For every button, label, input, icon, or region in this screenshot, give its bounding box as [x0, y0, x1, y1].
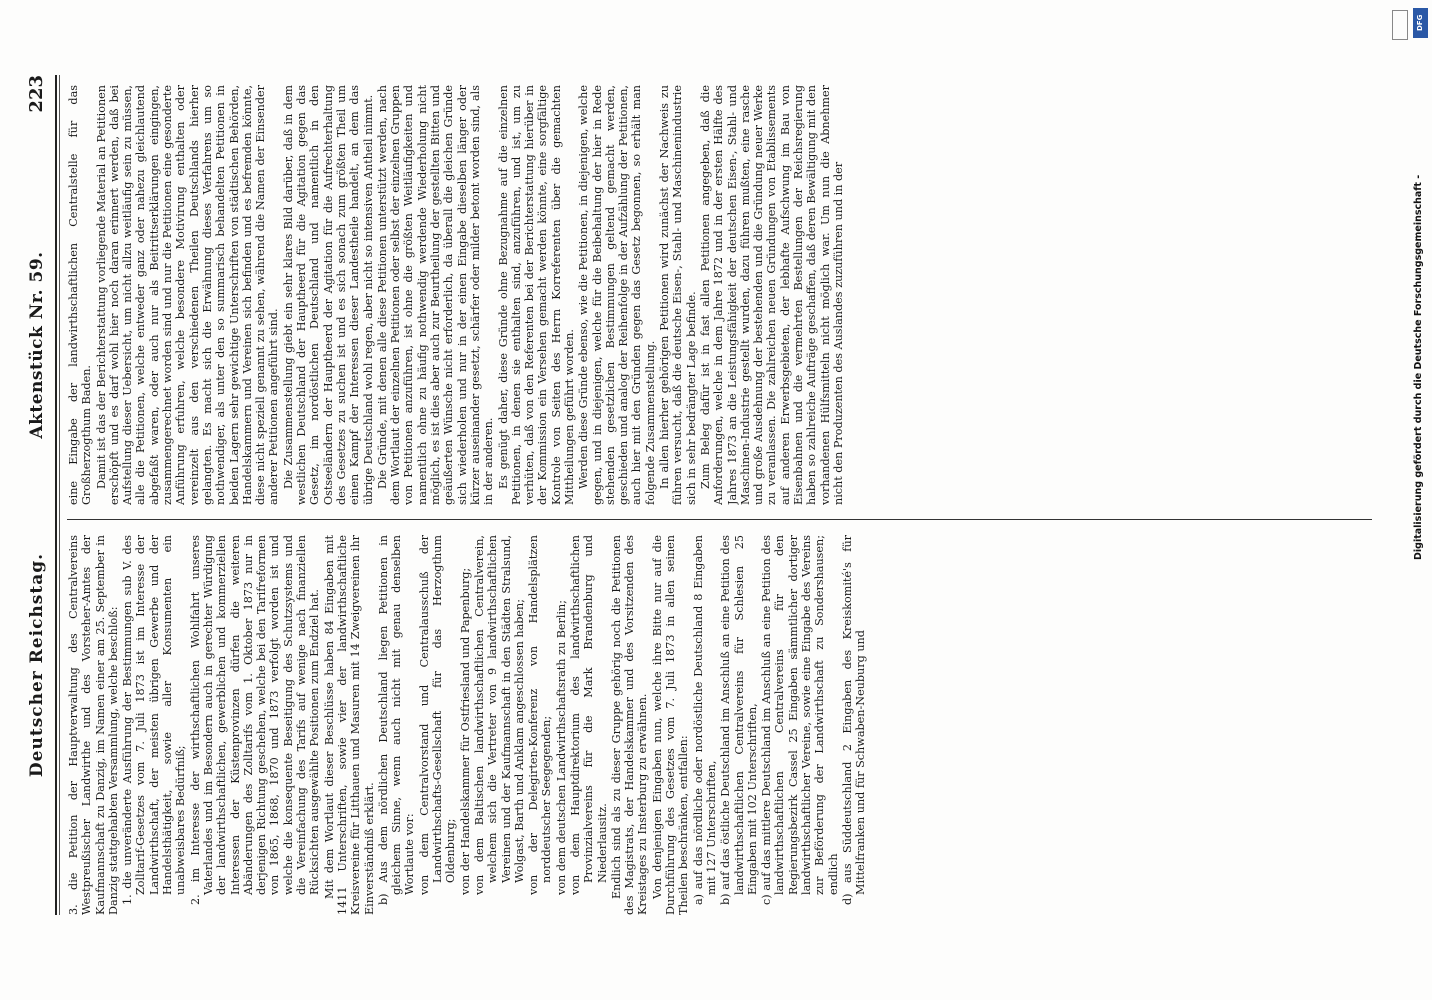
paragraph: von der Delegirten-Konferenz von Handelsplätzen norddeutscher Seegegenden; [527, 535, 554, 895]
paragraph: von dem deutschen Landwirthschaftsrath zu Berlin; [554, 599, 568, 895]
paragraph: eine Eingabe der landwirthschaftlichen Centralstelle für das Großherzogthum Baden. [67, 85, 94, 505]
paragraph: Mit dem Wortlaut dieser Beschlüsse haben 84 Eingaben mit 1411 Unterschriften, sowie vier der landwirthschaftliche Kreisvereine für Litthauen und Masuren mit 14 Zweigvereinen ihr Einverständniß erklärt. [322, 535, 376, 915]
paragraph: von der Handelskammer für Ostfriesland und Papenburg; [458, 567, 472, 895]
paragraph: In allen hierher gehörigen Petitionen wird zunächst der Nachweis zu führen versucht, daß die deutsche Eisen-, Stahl- und Maschinenindustrie sich in sehr bedrängter Lage befinde. [658, 85, 698, 505]
scan-border-mark [1392, 10, 1408, 40]
paragraph: Damit ist das der Berichterstattung vorliegende Material an Petitionen erschöpft und es darf wohl hier noch daran erinnert werden, daß bei Aufstellung dieser Uebersicht, um nicht allzu weitläufig sein zu müssen, alle die Petitionen, welche entweder ganz oder nahezu gleichlautend abgefaßt waren, oder auch nur als Beitrittserklärungen eingingen, zusammengerechnet worden sind und nur die Petitionen eine gesonderte Anführung erfuhren, welche besondere Motivirung enthalten oder vereinzelt aus den verschiedenen Theilen Deutschlands hierher gelangten. Es macht sich die Erwähnung dieses Verfahrens um so nothwendiger, als unter den so summarisch behandelten Petitionen in beiden Lagern sehr gewichtige Unterschriften von städtischen Behörden, Handelskammern und Vereinen sich befinden und es befremden könnte, diese nicht speziell genannt zu sehen, während die Namen der Einsender anderer Petitionen angeführt sind. [94, 85, 281, 505]
paragraph: von dem Baltischen landwirthschaftlichen Centralverein, welchem sich die Vertreter von 9 landwirthschaftlichen Vereinen und der Kaufmannschaft in den Städten Stralsund, Wolgast, Barth und Anklam angeschlossen haben; [472, 535, 526, 895]
paragraph: Zum Beleg dafür ist in fast allen Petitionen angegeben, daß die Anforderungen, welche in dem Jahre 1872 und in der ersten Hälfte des Jahres 1873 an die Leistungsfähigkeit der deutschen Eisen-, Stahl- und Maschinen-Industrie gestellt wurden, dazu führen mußten, eine rasche und große Ausdehnung der bestehenden und die Gründung neuer Werke zu veranlassen. Die zahlreichen neuen Gründungen von Etablissements auf anderen Erwerbsgebieten, der lebhafte Aufschwung im Bau von Eisenbahnen und die vermehrten Bestellungen der Reichsregierung haben so zahlreiche Aufträge geschaffen, daß deren Bewältigung mit den vorhandenen Hülfsmitteln nicht möglich war. Um nun die Abnehmer nicht den Produzenten des Auslandes zuzuführen und in der [698, 85, 845, 505]
paragraph: von dem Hauptdirektorium des landwirthschaftlichen Provinzialvereins für die Mark Brandenburg und Niederlausitz. [568, 535, 609, 895]
paragraph: 3. die Petition der Hauptverwaltung des Centralvereins Westpreußischer Landwirthe und des Vorsteher-Amtes der Kaufmannschaft zu Danzig, im Namen einer am 25. September in Danzig stattgehabten Versammlung, welche beschloß: [67, 535, 120, 915]
left-text-column [67, 535, 1392, 915]
header-rule-thin [59, 75, 60, 915]
header-center-title: Aktenstück Nr. 59. [27, 251, 47, 439]
paragraph: Von denjenigen Eingaben nun, welche ihre Bitte nur auf die Durchführung des Gesetzes vom 7. Juli 1873 in allen seinen Theilen beschränken, entfallen: [650, 535, 691, 915]
rotated-document [22, 35, 1412, 975]
paragraph: c) auf das mittlere Deutschland im Anschluß an eine Petition des landwirthschaftlichen Centralvereins für den Regierungsbezirk Cassel 25 Eingaben sämmtlicher dortiger landwirthschaftlicher Vereine, sowie eine Eingabe des Vereins zur Beförderung der Landwirthschaft zu Sondershausen; endlich [760, 535, 840, 905]
paragraph: 1. die unveränderte Ausführung der Bestimmungen sub V. des Zolltarif-Gesetzes vom 7. Juli 1873 ist im Interesse der Landwirthschaft, der meisten übrigen Gewerbe und der Handelsthätigkeit, sowie aller Konsumenten ein unabweisbares Bedürfniß; [121, 535, 188, 905]
page-number: 223 [26, 75, 47, 113]
paragraph: b) Aus dem nördlichen Deutschland liegen Petitionen in gleichem Sinne, wenn auch nicht mit genau denselben Wortlaute vor: [376, 535, 417, 905]
header-left-title: Deutscher Reichstag. [27, 552, 47, 778]
paragraph: Werden diese Gründe ebenso, wie die Petitionen, in diejenigen, welche gegen, und in diejenigen, welche für die Beibehaltung der hier in Rede stehenden gesetzlichen Bestimmungen geltend gemacht werden, geschieden und analog der Reihenfolge in der Aufzählung der Petitionen, auch hier mit den Gründen gegen das Gesetz begonnen, so erhält man folgende Zusammenstellung. [577, 85, 657, 505]
paragraph: d) aus Süddeutschland 2 Eingaben des Kreiskomité's für Mittelfranken und für Schwaben-Neuburg und [840, 535, 868, 905]
paragraph: Die Gründe, mit denen alle diese Petitionen unterstützt werden, nach dem Wortlaut der einzelnen Petitionen oder selbst der einzelnen Gruppen von Petitionen anzuführen, ist ohne die größten Weitläufigkeiten und namentlich ohne zu häufig nothwendig werdende Wiederholung nicht möglich, es ist dies aber auch zur Beurtheilung der gestellten Bitten und geäußerten Wünsche nicht erforderlich, da überall die gleichen Gründe sich wiederholen und nur in der einen Eingabe dieselben länger oder kürzer auseinander gesetzt, schärfer oder milder betont worden sind, als in der anderen. [375, 85, 496, 505]
paragraph: von dem Centralvorstand und Centralausschuß der Landwirthschafts-Gesellschaft für das Herzogthum Oldenburg; [417, 535, 458, 895]
paragraph: Es genügt daher, diese Gründe ohne Bezugnahme auf die einzelnen Petitionen, in denen sie enthalten sind, anzuführen, und ist, um zu verhüten, daß von den Referenten bei der Berichterstattung hierüber in der Kommission ein Versehen gemacht werden könnte, eine sorgfältige Kontrole von Seiten des Herrn Korreferenten über die gemachten Mittheilungen geführt worden. [496, 85, 576, 505]
paragraph: Die Zusammenstellung giebt ein sehr klares Bild darüber, daß in dem westlichen Deutschland der Hauptheerd für die Agitation gegen das Gesetz, im nordöstlichen Deutschland und namentlich in den Ostseeländern der Hauptheerd der Agitation für die Aufrechterhaltung des Gesetzes zu suchen ist und es sich sonach zum größten Theil um einen Kampf der Interessen dieser Landestheile handelt, an dem das übrige Deutschland wohl regen, aber nicht so intensiven Antheil nimmt. [281, 85, 375, 505]
dfg-logo: DFG [1413, 8, 1428, 38]
header-rule [55, 75, 57, 915]
paragraph: Endlich sind als zu dieser Gruppe gehörig noch die Petitionen des Magistrats, der Handelskammer und des Vorsitzenden des Kreistages zu Insterburg zu erwähnen. [609, 535, 650, 915]
right-text-column [67, 85, 1392, 505]
digitization-note: Digitalisierung gefördert durch die Deutsche Forschungsgemeinschaft - [1413, 174, 1424, 560]
paragraph: b) auf das östliche Deutschland im Anschluß an eine Petition des landwirthschaftlichen Centralvereins für Schlesien 25 Eingaben mit 102 Unterschriften, [719, 535, 759, 905]
paragraph: 2. im Interesse der wirthschaftlichen Wohlfahrt unseres Vaterlandes und im Besondern auch in gerechter Würdigung der landwirthschaftlichen, gewerblichen und kommerziellen Interessen der Küstenprovinzen dürfen die weiteren Abänderungen des Zolltarifs vom 1. Oktober 1873 nur in derjenigen Richtung geschehen, welche bei den Tarifreformen von 1865, 1868, 1870 und 1873 verfolgt worden ist und welche die konsequente Beseitigung des Schutzsystems und die Vereinfachung des Tarifs auf wenige nach finanziellen Rücksichten ausgewählte Positionen zum Endziel hat. [188, 535, 322, 905]
column-divider [67, 519, 1372, 520]
paragraph: a) auf das nördliche oder nordöstliche Deutschland 8 Eingaben mit 127 Unterschriften, [691, 535, 718, 905]
